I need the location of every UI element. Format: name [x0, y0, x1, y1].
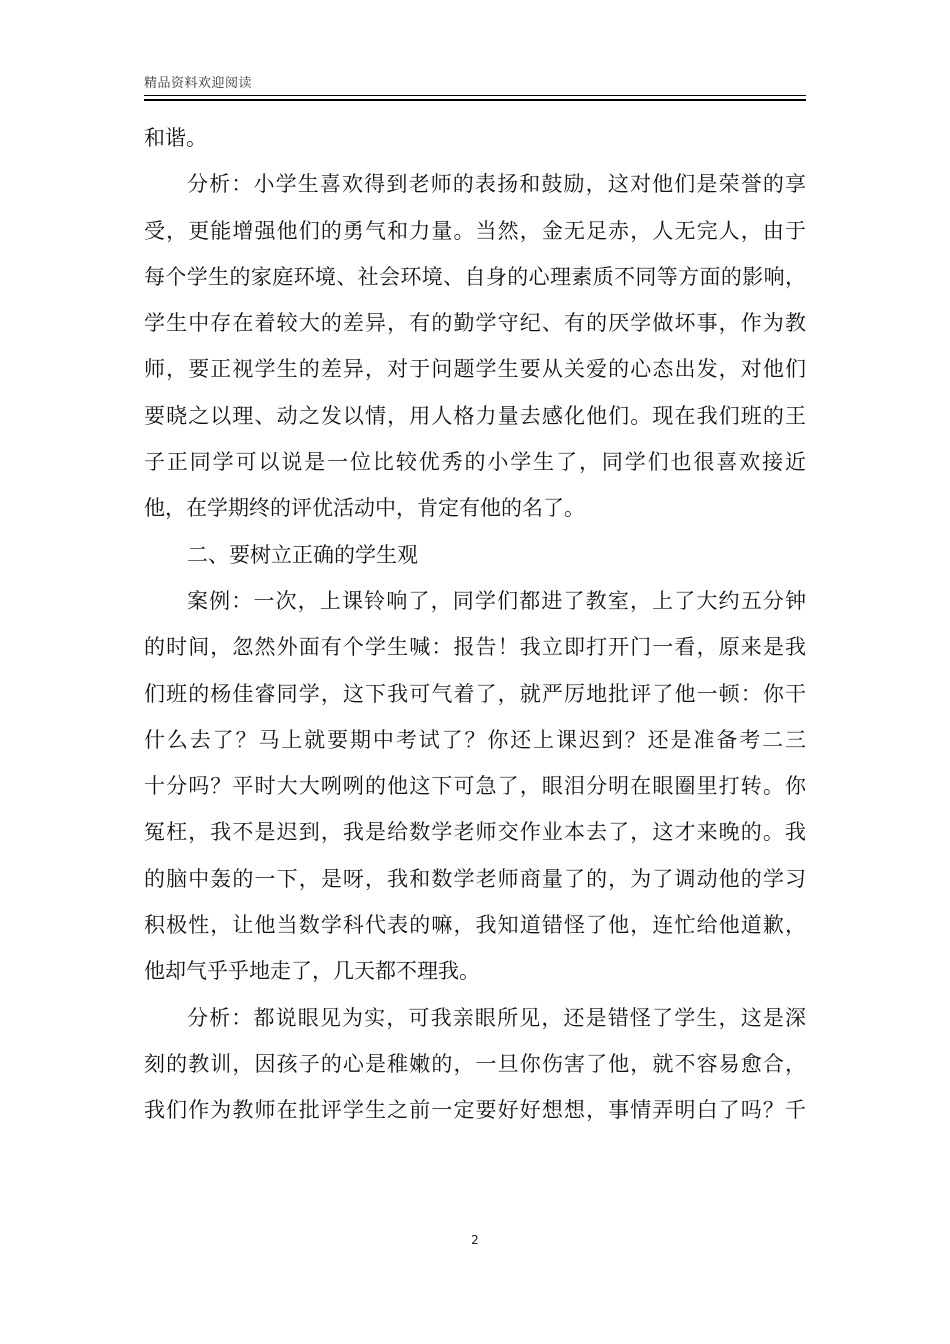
text-line: 的时间，忽然外面有个学生喊：报告！我立即打开门一看，原来是我: [144, 635, 806, 660]
text-line: 和谐。: [144, 126, 207, 150]
text-line: 受，更能增强他们的勇气和力量。当然，金无足赤，人无完人，由于: [144, 218, 806, 243]
section-heading: 二、要树立正确的学生观: [187, 542, 418, 567]
text-line: 学生中存在着较大的差异，有的勤学守纪、有的厌学做坏事，作为教: [144, 311, 806, 336]
text-line: 积极性，让他当数学科代表的嘛，我知道错怪了他，连忙给他道歉，: [144, 913, 806, 938]
header-rule-thick: [144, 99, 806, 101]
text-line: 他却气乎乎地走了，几天都不理我。: [144, 959, 480, 984]
text-line: 师，要正视学生的差异，对于问题学生要从关爱的心态出发，对他们: [144, 357, 806, 382]
text-line: 每个学生的家庭环境、社会环境、自身的心理素质不同等方面的影响，: [144, 264, 806, 289]
text-line: 的脑中轰的一下，是呀，我和数学老师商量了的，为了调动他的学习: [144, 866, 806, 891]
text-line: 分析：都说眼见为实，可我亲眼所见，还是错怪了学生，这是深: [187, 1005, 806, 1030]
text-line: 案例：一次，上课铃响了，同学们都进了教室，上了大约五分钟: [187, 588, 806, 613]
text-line: 十分吗？平时大大咧咧的他这下可急了，眼泪分明在眼圈里打转。你: [144, 774, 806, 799]
text-line: 冤枉，我不是迟到，我是给数学老师交作业本去了，这才来晚的。我: [144, 820, 806, 845]
text-line: 我们作为教师在批评学生之前一定要好好想想，事情弄明白了吗？千: [144, 1098, 806, 1123]
header-rule-thin: [144, 95, 806, 96]
text-line: 子正同学可以说是一位比较优秀的小学生了，同学们也很喜欢接近: [144, 450, 806, 475]
page-number: 2: [471, 1233, 479, 1247]
text-line: 他，在学期终的评优活动中，肯定有他的名了。: [144, 496, 585, 521]
text-line: 要晓之以理、动之发以情，用人格力量去感化他们。现在我们班的王: [144, 403, 806, 428]
text-line: 们班的杨佳睿同学，这下我可气着了，就严厉地批评了他一顿：你干: [144, 681, 806, 706]
page-header: 精品资料欢迎阅读: [144, 76, 253, 91]
text-line: 刻的教训，因孩子的心是稚嫩的，一旦你伤害了他，就不容易愈合，: [144, 1051, 806, 1076]
text-line: 分析：小学生喜欢得到老师的表扬和鼓励，这对他们是荣誉的享: [187, 172, 806, 197]
text-line: 什么去了？马上就要期中考试了？你还上课迟到？还是准备考二三: [144, 727, 806, 752]
document-body: [144, 115, 806, 1134]
